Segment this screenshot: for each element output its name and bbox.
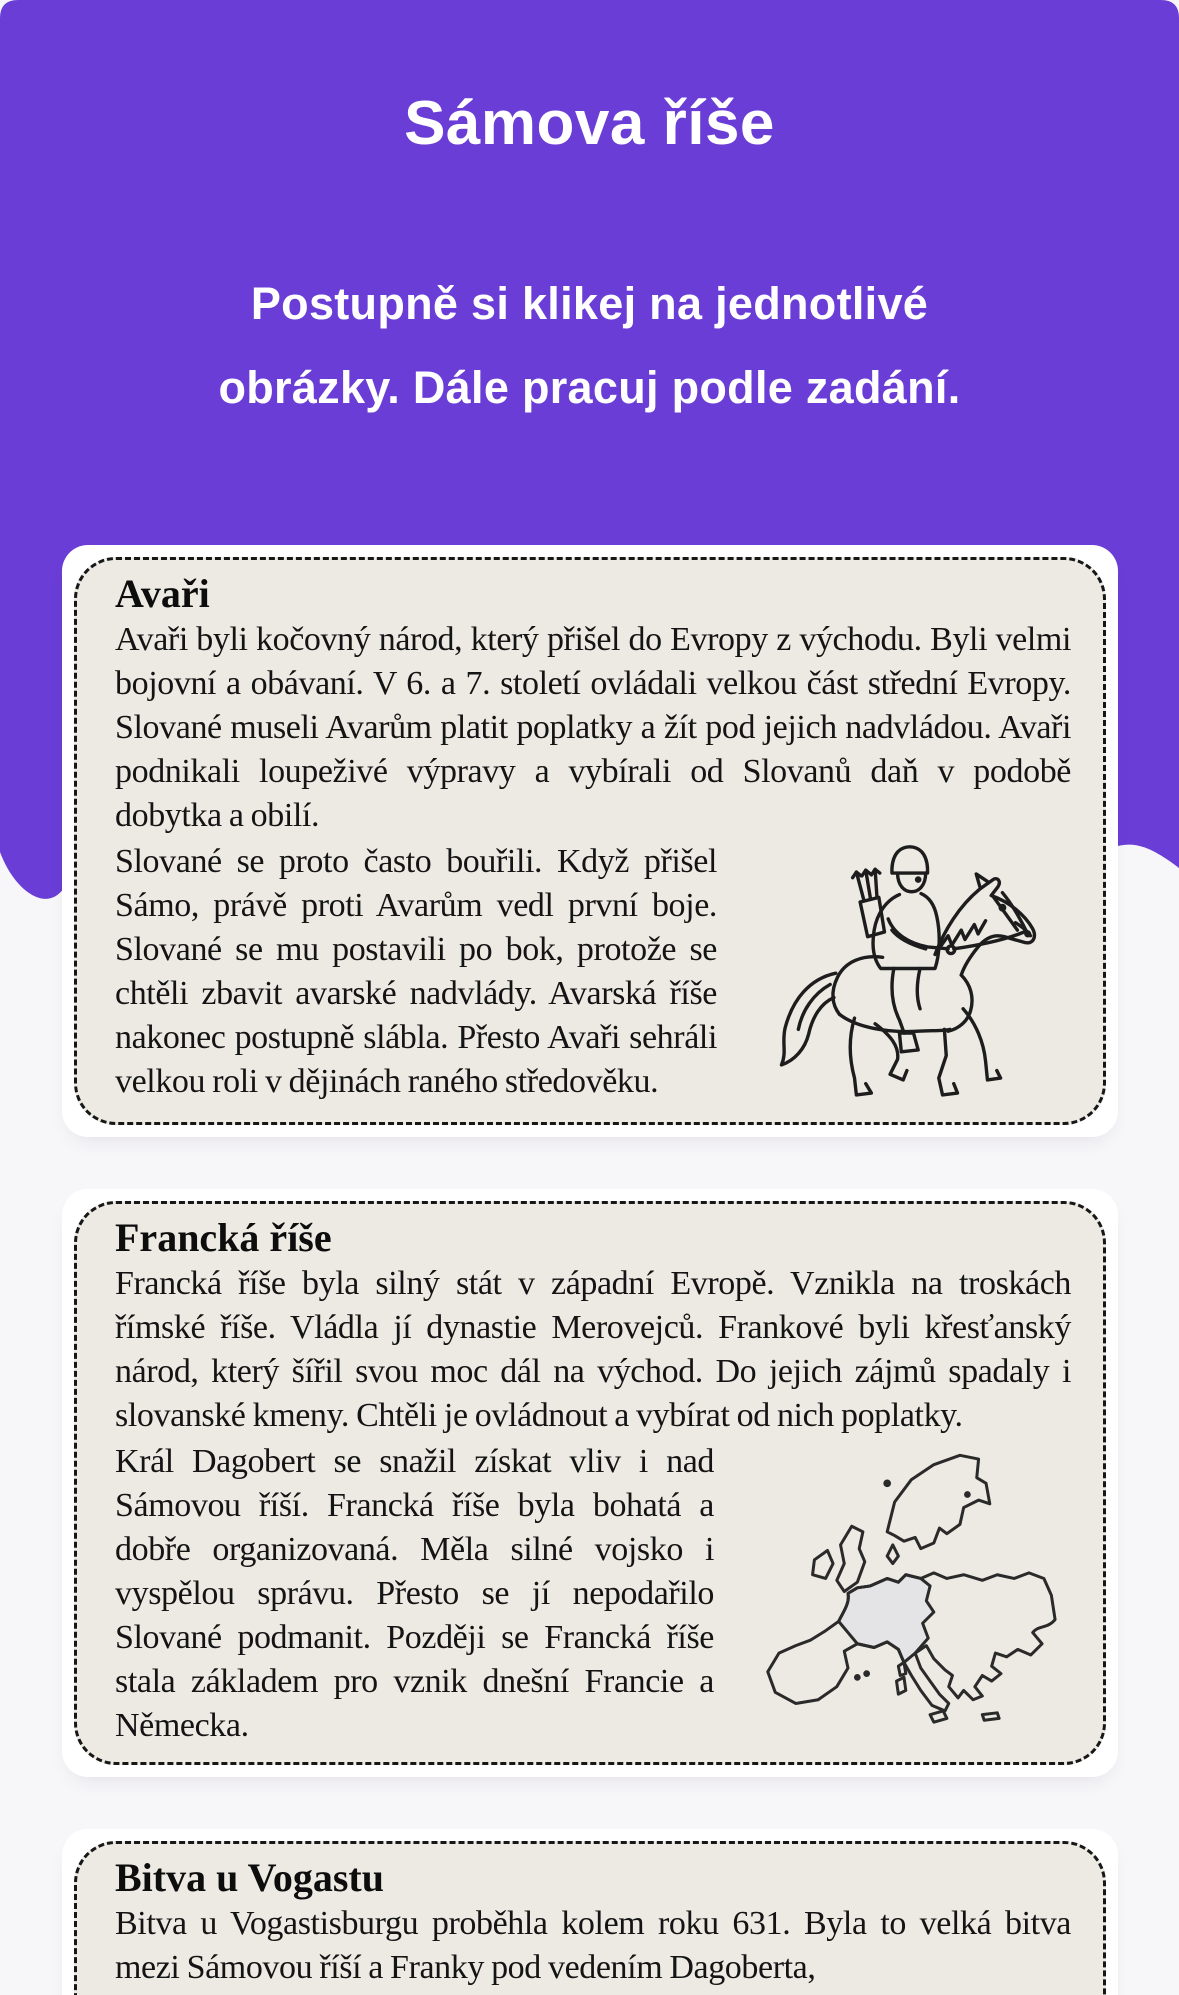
instructions [0,262,1179,430]
card-avari-title: Avaři [115,571,210,616]
card-francka-panel [74,1201,1106,1765]
card-francka-paragraph-2-wrap [115,1440,1071,1748]
card-francka-paragraph-1: Francká říše byla silný stát v západní Evropě. Vznikla na troskách římské říše. Vládla jí dynastie Merovejců. Frankové byli křesťanský národ, který šířil svou moc dál na východ. Do jejich zájmů spadaly i slovanské kmeny. Chtěli je ovládnout a vybírat od nich poplatky. [115,1265,1071,1434]
card-bitva-u-vogastu[interactable] [62,1829,1118,1995]
card-avari-paragraph-2-wrap [115,840,1071,1104]
card-francka-title: Francká říše [115,1215,332,1260]
card-bitva-title: Bitva u Vogastu [115,1855,384,1900]
avar-horseman-image[interactable] [741,844,1071,1108]
card-bitva-paragraph-1: Bitva u Vogastisburgu proběhla kolem roku 631. Byla to velká bitva mezi Sámovou říší a Franky pod vedením Dagoberta, [115,1905,1071,1986]
instructions-line-1: Postupně si klikej na jednotlivé [250,278,929,329]
card-list [62,545,1118,1995]
card-avari-panel [74,557,1106,1125]
card-avari-paragraph-2: Slované se proto často bouřili. Když přišel Sámo, právě proti Avarům vedl první boje. Slované se mu postavili po bok, protože se chtěli zbavit avarské nadvlády. Avarská říše nakonec postupně slábla. Přesto Avaři sehráli velkou roli v dějinách raného středověku. [115,843,717,1100]
page-title: Sámova říše [404,89,775,158]
instructions-line-2: obrázky. Dále pracuj podle zadání. [218,362,961,413]
card-avari-paragraph-1: Avaři byli kočovný národ, který přišel do Evropy z východu. Byli velmi bojovní a obávaní. V 6. a 7. století ovládali velkou část střední Evropy. Slované museli Avarům platit poplatky a žít pod jejich nadvládou. Avaři podnikali loupeživé výpravy a vybírali od Slovanů daň v podobě dobytka a obilí. [115,621,1071,834]
card-francka-rise[interactable] [62,1189,1118,1777]
europe-map-image[interactable] [736,1446,1071,1724]
card-bitva-panel [74,1841,1106,1995]
card-avari[interactable] [62,545,1118,1137]
card-francka-paragraph-2: Král Dagobert se snažil získat vliv i nad Sámovou říší. Francká říše byla bohatá a dobře organizovaná. Měla silné vojsko i vyspělou správu. Přesto se jí nepodařilo Slované podmanit. Později se Francká říše stala základem pro vznik dnešní Francie a Německa. [115,1443,714,1744]
